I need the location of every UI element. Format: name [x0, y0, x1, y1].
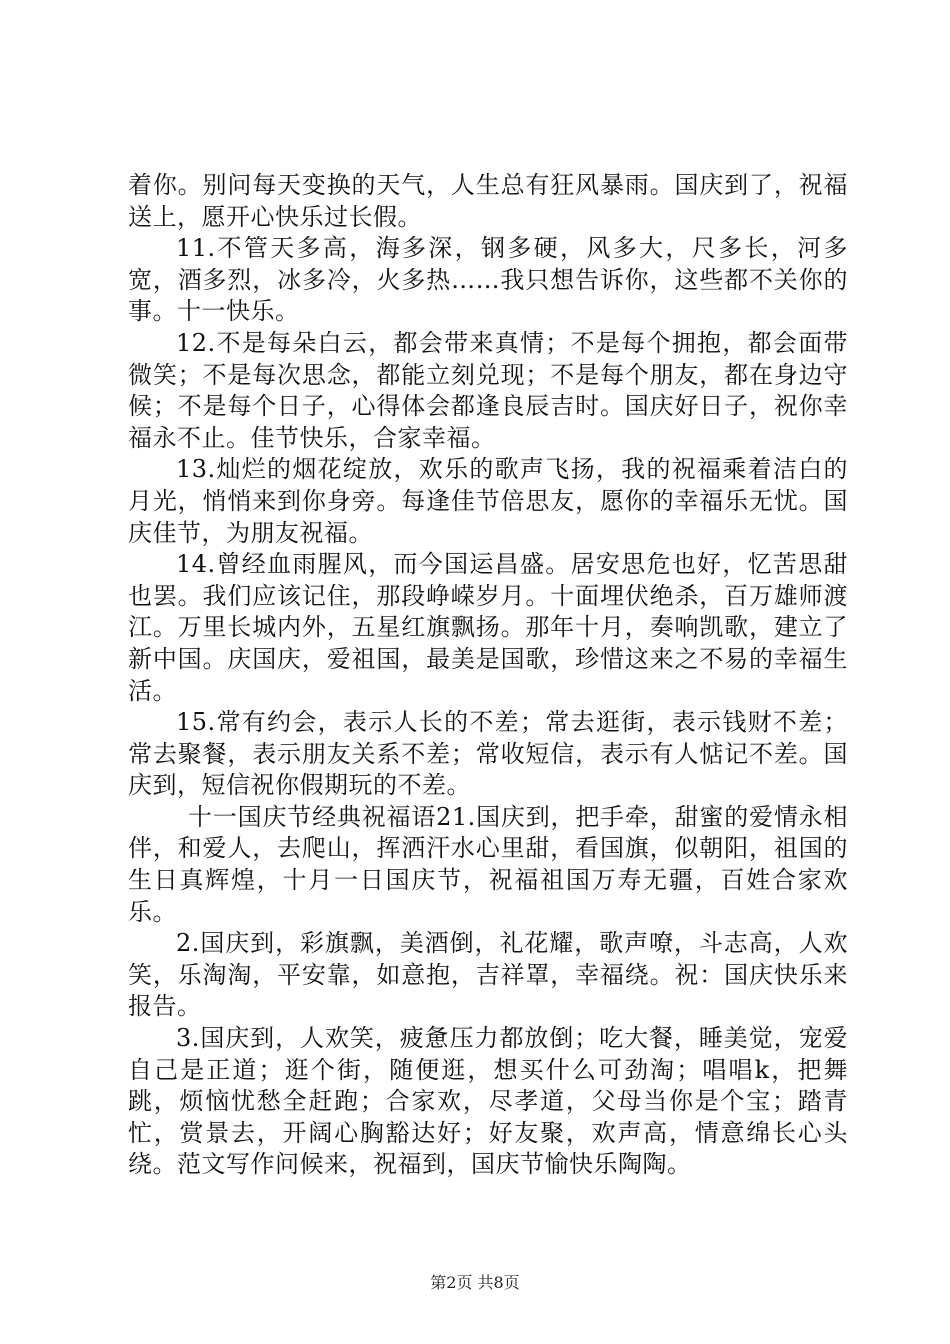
- paragraph-continuation: 着你。别问每天变换的天气，人生总有狂风暴雨。国庆到了，祝福送上，愿开心快乐过长假。: [128, 171, 848, 231]
- paragraph-item-15: 15.常有约会，表示人长的不差；常去逛街，表示钱财不差；常去聚餐，表示朋友关系不差；常收短信，表示有人惦记不差。国庆到，短信祝你假期玩的不差。: [128, 708, 848, 800]
- paragraph-item-2: 2.国庆到，彩旗飘，美酒倒，礼花耀，歌声嘹，斗志高，人欢笑，乐淘淘，平安靠，如意抱，吉祥罩，幸福绕。祝：国庆快乐来报告。: [128, 929, 848, 1021]
- page-footer: 第2页 共8页: [430, 1273, 520, 1292]
- paragraph-item-14: 14.曾经血雨腥风，而今国运昌盛。居安思危也好，忆苦思甜也罢。我们应该记住，那段峥嵘岁月。十面埋伏绝杀，百万雄师渡江。万里长城内外，五星红旗飘扬。那年十月，奏响凯歌，建立了新中国。庆国庆，爱祖国，最美是国歌，珍惜这来之不易的幸福生活。: [128, 550, 848, 705]
- paragraph-item-13: 13.灿烂的烟花绽放，欢乐的歌声飞扬，我的祝福乘着洁白的月光，悄悄来到你身旁。每逢佳节倍思友，愿你的幸福乐无忧。国庆佳节，为朋友祝福。: [128, 455, 848, 547]
- paragraph-item-11: 11.不管天多高，海多深，钢多硬，风多大，尺多长，河多宽，酒多烈，冰多冷，火多热……我只想告诉你，这些都不关你的事。十一快乐。: [128, 234, 848, 326]
- body-text: [128, 170, 848, 1181]
- paragraph-item-12: 12.不是每朵白云，都会带来真情；不是每个拥抱，都会面带微笑；不是每次思念，都能立刻兑现；不是每个朋友，都在身边守候；不是每个日子，心得体会都逢良辰吉时。国庆好日子，祝你幸福永不止。佳节快乐，合家幸福。: [128, 328, 848, 452]
- paragraph-item-3: 3.国庆到，人欢笑，疲惫压力都放倒；吃大餐，睡美觉，宠爱自己是正道；逛个街，随便逛，想买什么可劲淘；唱唱k，把舞跳，烦恼忧愁全赶跑；合家欢，尽孝道，父母当你是个宝；踏青忙，赏景去，开阔心胸豁达好；好友聚，欢声高，情意绵长心头绕。范文写作问候来，祝福到，国庆节愉快乐陶陶。: [128, 1024, 848, 1179]
- paragraph-section-heading: 十一国庆节经典祝福语21.国庆到，把手牵，甜蜜的爱情永相伴，和爱人，去爬山，挥洒汗水心里甜，看国旗，似朝阳，祖国的生日真辉煌，十月一日国庆节，祝福祖国万寿无疆，百姓合家欢乐。: [128, 802, 848, 926]
